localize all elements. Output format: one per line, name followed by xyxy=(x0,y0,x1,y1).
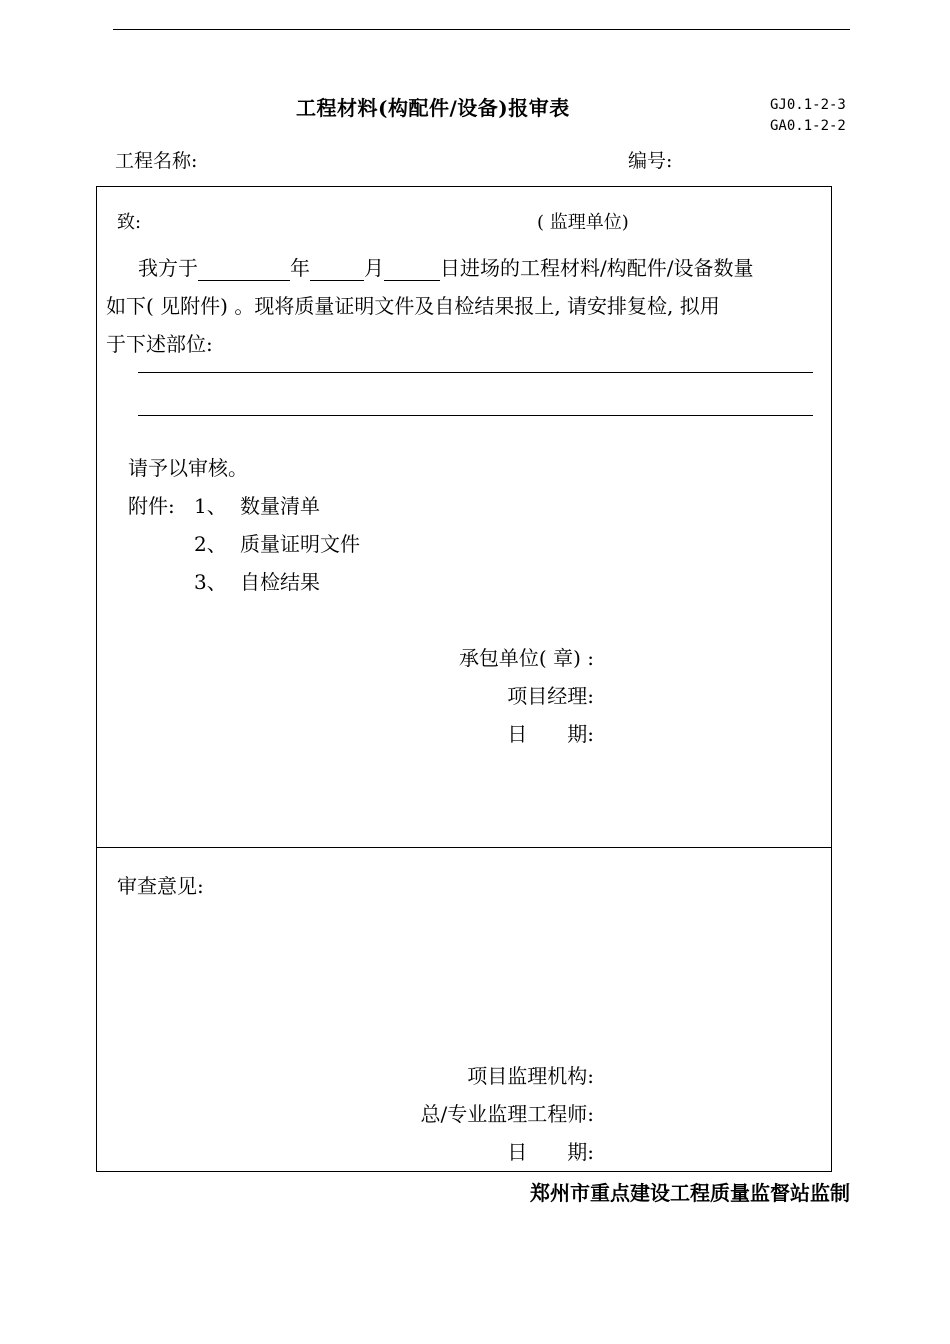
entry-date-line xyxy=(138,252,753,281)
attachment-number: 1、 xyxy=(194,494,227,518)
year-label: 年 xyxy=(290,256,310,280)
section-divider xyxy=(96,847,832,848)
line1-prefix: 我方于 xyxy=(138,256,198,280)
year-blank[interactable] xyxy=(198,258,290,281)
line1-suffix: 日进场的工程材料/构配件/设备数量 xyxy=(440,256,754,280)
to-label: 致: xyxy=(117,212,142,233)
project-manager-label: 项目经理: xyxy=(507,684,594,708)
location-blank-1[interactable] xyxy=(138,372,813,373)
top-rule xyxy=(113,29,850,30)
body-text-line-3: 于下述部位: xyxy=(106,332,213,356)
review-date-label: 日 期: xyxy=(507,1140,594,1164)
review-opinion-label: 审查意见: xyxy=(117,874,204,898)
supervision-org-label: 项目监理机构: xyxy=(467,1064,594,1088)
contractor-label: 承包单位( 章) : xyxy=(458,646,594,670)
day-blank[interactable] xyxy=(384,258,440,281)
supervisor-unit-label: ( 监理单位) xyxy=(537,212,629,233)
location-blank-2[interactable] xyxy=(138,415,813,416)
serial-number-label: 编号: xyxy=(628,150,673,172)
attachment-number: 2、 xyxy=(194,532,227,556)
attachment-item: 数量清单 xyxy=(240,494,320,518)
issuer-footer: 郑州市重点建设工程质量监督站监制 xyxy=(530,1181,850,1205)
attachment-item: 自检结果 xyxy=(240,570,320,594)
attachment-item: 质量证明文件 xyxy=(240,532,360,556)
review-request: 请予以审核。 xyxy=(128,456,248,480)
month-label: 月 xyxy=(364,256,384,280)
attachments-label: 附件: xyxy=(128,494,175,518)
form-title: 工程材料(构配件/设备)报审表 xyxy=(296,96,570,120)
supervision-engineer-label: 总/专业监理工程师: xyxy=(420,1102,594,1126)
attachment-number: 3、 xyxy=(194,570,227,594)
month-blank[interactable] xyxy=(310,258,364,281)
submission-date-label: 日 期: xyxy=(507,722,594,746)
form-code-1: GJ0.1-2-3 xyxy=(770,97,846,113)
body-text-line-2: 如下( 见附件) 。现将质量证明文件及自检结果报上, 请安排复检, 拟用 xyxy=(106,294,720,318)
project-name-label: 工程名称: xyxy=(115,150,198,172)
form-code-2: GA0.1-2-2 xyxy=(770,118,846,134)
